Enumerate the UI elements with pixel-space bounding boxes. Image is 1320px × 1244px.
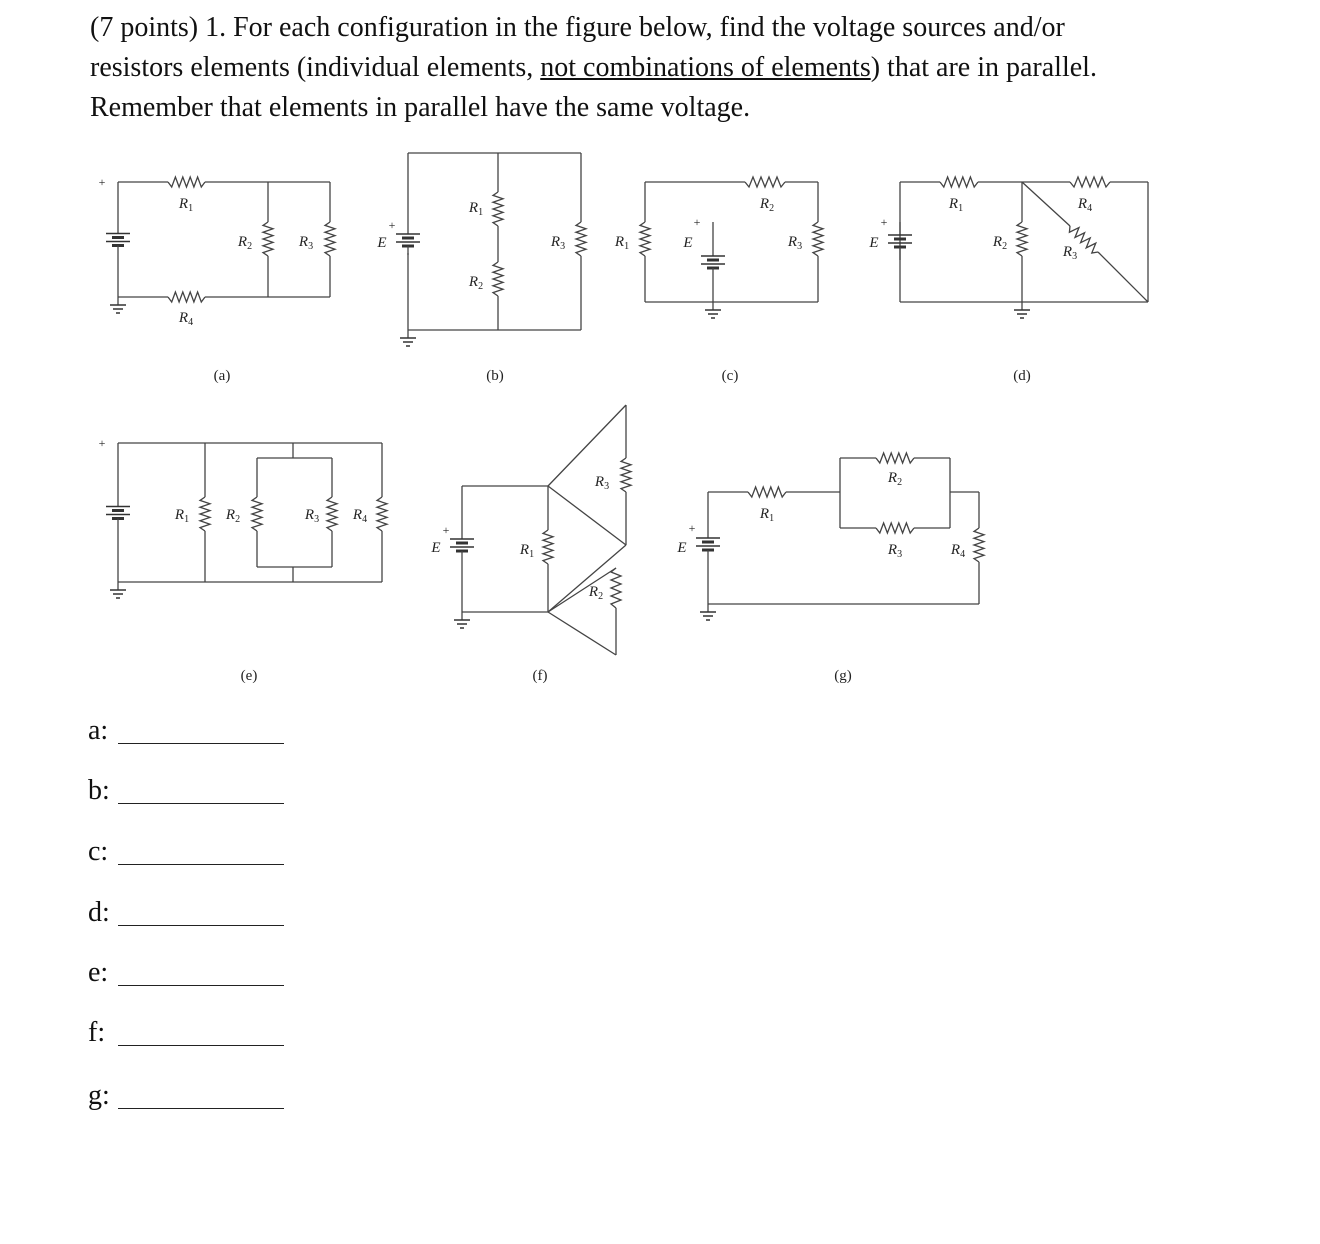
plus-sign: + <box>693 215 701 229</box>
answer-label: f: <box>88 1017 106 1048</box>
wire <box>1022 182 1070 226</box>
resistor-a-r2 <box>263 222 273 256</box>
resistor-label: $R_4$ <box>352 507 368 525</box>
resistor-label: $R_4$ <box>1077 196 1093 214</box>
answer-label: g: <box>88 1080 110 1111</box>
resistor-f-r3 <box>621 458 631 492</box>
panel-label-b: (b) <box>486 368 504 384</box>
resistor-label: $R_4$ <box>178 310 194 328</box>
plus-sign: + <box>98 175 106 189</box>
plus-sign: + <box>688 521 696 535</box>
resistor-label: $R_2$ <box>759 196 775 214</box>
resistor-g-r4 <box>974 528 984 562</box>
resistor-d-r1 <box>940 177 978 187</box>
wire <box>548 612 616 655</box>
resistor-g-r1 <box>748 487 786 497</box>
resistor-c-r2 <box>745 177 785 187</box>
resistor-d-r3 <box>1069 226 1098 253</box>
source-label-c: E <box>683 235 693 251</box>
answer-blank[interactable] <box>118 1108 284 1109</box>
question-line-2-start: resistors elements (individual elements, <box>90 52 541 83</box>
resistor-a-r3 <box>325 222 335 256</box>
resistor-label: $R_2$ <box>468 274 484 292</box>
resistor-label: $R_1$ <box>759 506 775 524</box>
source-label-d: E <box>869 235 879 251</box>
panel-label-g: (g) <box>834 668 852 684</box>
resistor-b-r1 <box>493 192 503 226</box>
wire <box>548 405 626 486</box>
answer-row-a <box>88 708 388 748</box>
underlined-phrase: not combinations of elements <box>540 52 871 83</box>
resistor-label: $R_3$ <box>1062 244 1078 262</box>
circuit-figure <box>0 140 1320 695</box>
resistor-d-r4 <box>1070 177 1110 187</box>
answer-row-b <box>88 768 388 808</box>
answer-label: e: <box>88 957 109 988</box>
resistor-e-r1 <box>200 497 210 531</box>
resistor-label: $R_4$ <box>950 542 966 560</box>
answer-label: b: <box>88 775 110 806</box>
answer-blank[interactable] <box>118 743 284 744</box>
resistor-e-r3 <box>327 497 337 531</box>
answer-row-f <box>88 1010 388 1050</box>
answer-row-g <box>88 1073 388 1113</box>
resistor-label: $R_3$ <box>550 234 566 252</box>
resistor-e-r4 <box>377 497 387 531</box>
question-line-3: Remember that elements in parallel have the same voltage. <box>90 92 751 123</box>
panel-label-a: (a) <box>213 368 231 384</box>
plus-sign: + <box>442 523 450 537</box>
source-label-g: E <box>677 540 687 556</box>
resistor-d-r2 <box>1017 222 1027 256</box>
question-line-2 <box>90 48 1290 88</box>
source-label-b: E <box>377 235 387 251</box>
plus-sign: + <box>880 215 888 229</box>
resistor-label: $R_1$ <box>614 234 630 252</box>
wire <box>1098 252 1148 302</box>
resistor-label: $R_1$ <box>468 200 484 218</box>
panel-label-e: (e) <box>240 668 258 684</box>
resistor-label: $R_1$ <box>948 196 964 214</box>
resistor-label: $R_2$ <box>588 584 604 602</box>
panel-label-f: (f) <box>532 668 548 684</box>
resistor-b-r3 <box>576 222 586 256</box>
answer-blank[interactable] <box>118 803 284 804</box>
panel-label-c: (c) <box>721 368 739 384</box>
source-label-f: E <box>431 540 441 556</box>
answer-blank[interactable] <box>118 1045 284 1046</box>
resistor-label: $R_3$ <box>304 507 320 525</box>
resistor-label: $R_2$ <box>992 234 1008 252</box>
answer-label: c: <box>88 836 109 867</box>
resistor-label: $R_2$ <box>887 470 903 488</box>
answer-label: a: <box>88 715 109 746</box>
question-text <box>90 8 1290 128</box>
resistor-label: $R_3$ <box>594 474 610 492</box>
plus-sign: + <box>98 436 106 450</box>
wire <box>548 568 616 612</box>
answer-row-e <box>88 950 388 990</box>
resistor-a-r4 <box>168 292 205 302</box>
resistor-g-r3 <box>876 523 914 533</box>
question-line-2-end: ) that are in parallel. <box>870 52 1097 83</box>
resistor-g-r2 <box>876 453 914 463</box>
resistor-b-r2 <box>493 262 503 296</box>
answer-label: d: <box>88 897 110 928</box>
resistor-f-r2 <box>611 568 621 608</box>
answer-row-c <box>88 829 388 869</box>
resistor-label: $R_3$ <box>787 234 803 252</box>
resistor-label: $R_3$ <box>298 234 314 252</box>
answer-blank[interactable] <box>118 864 284 865</box>
resistor-e-r2 <box>252 497 262 531</box>
resistor-c-r3 <box>813 222 823 256</box>
resistor-c-r1 <box>640 222 650 256</box>
resistor-label: $R_3$ <box>887 542 903 560</box>
resistor-label: $R_1$ <box>519 542 535 560</box>
resistor-label: $R_2$ <box>225 507 241 525</box>
resistor-label: $R_1$ <box>174 507 190 525</box>
resistor-a-r1 <box>168 177 205 187</box>
question-line-1: (7 points) 1. For each configuration in the figure below, find the voltage sources and/or <box>90 12 1065 43</box>
panel-label-d: (d) <box>1013 368 1031 384</box>
plus-sign: + <box>388 218 396 232</box>
answer-row-d <box>88 890 388 930</box>
answer-blank[interactable] <box>118 925 284 926</box>
wire <box>548 486 626 545</box>
resistor-label: $R_2$ <box>237 234 253 252</box>
resistor-f-r1 <box>543 530 553 564</box>
answer-blank[interactable] <box>118 985 284 986</box>
resistor-label: $R_1$ <box>178 196 194 214</box>
